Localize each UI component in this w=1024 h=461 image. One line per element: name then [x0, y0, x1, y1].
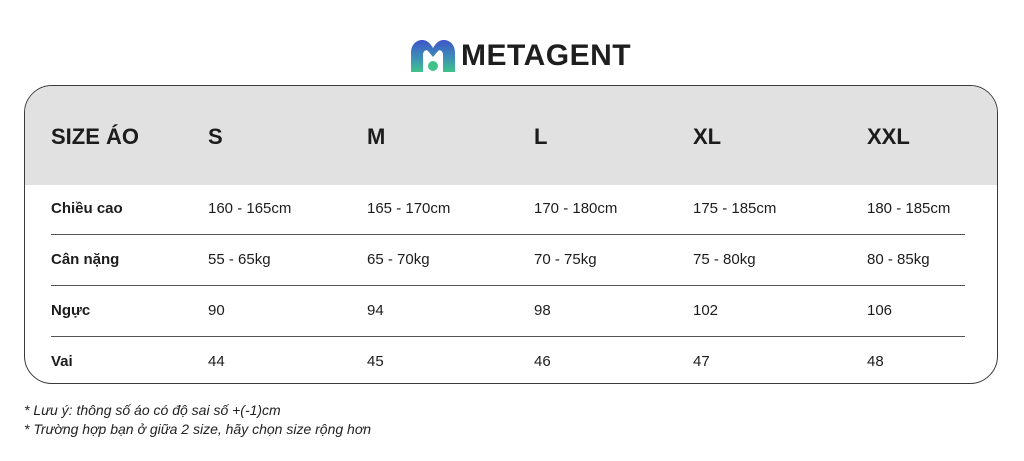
table-cell: 48: [867, 353, 884, 370]
size-chart-table: [24, 85, 998, 384]
brand-logo: [409, 38, 631, 74]
table-cell: 94: [367, 302, 384, 319]
table-cell: 106: [867, 302, 893, 319]
table-cell: 47: [693, 353, 710, 370]
table-cell: 46: [534, 353, 551, 370]
brand-name: METAGENT: [461, 39, 632, 72]
header-label: SIZE ÁO: [51, 124, 140, 149]
table-cell: 90: [208, 302, 225, 319]
table-cell: 65 - 70kg: [367, 251, 430, 268]
table-cell: 165 - 170cm: [367, 200, 451, 217]
row-divider: [51, 234, 965, 235]
table-cell: 55 - 65kg: [208, 251, 271, 268]
metagent-logo-icon: [409, 39, 457, 73]
table-cell: 70 - 75kg: [534, 251, 597, 268]
row-label-height: Chiều cao: [51, 200, 123, 217]
table-cell: 160 - 165cm: [208, 200, 292, 217]
table-header-row: [25, 86, 997, 185]
table-cell: 75 - 80kg: [693, 251, 756, 268]
table-cell: 45: [367, 353, 384, 370]
header-size-l: L: [534, 124, 548, 149]
table-cell: 102: [693, 302, 719, 319]
header-size-xl: XL: [693, 124, 722, 149]
row-label-weight: Cân nặng: [51, 251, 120, 268]
row-divider: [51, 285, 965, 286]
table-cell: 175 - 185cm: [693, 200, 777, 217]
footnote-tolerance: * Lưu ý: thông số áo có độ sai số +(-1)cm: [24, 402, 281, 418]
header-size-xxl: XXL: [867, 124, 910, 149]
table-cell: 80 - 85kg: [867, 251, 930, 268]
table-cell: 98: [534, 302, 551, 319]
table-cell: 44: [208, 353, 225, 370]
table-cell: 170 - 180cm: [534, 200, 618, 217]
table-cell: 180 - 185cm: [867, 200, 951, 217]
row-label-shoulder: Vai: [51, 353, 73, 370]
row-label-chest: Ngực: [51, 302, 91, 319]
footnotes: [24, 401, 371, 439]
header-size-m: M: [367, 124, 386, 149]
header-size-s: S: [208, 124, 223, 149]
footnote-size-advice: * Trường hợp bạn ở giữa 2 size, hãy chọn size rộng hơn: [24, 421, 372, 437]
row-divider: [51, 336, 965, 337]
